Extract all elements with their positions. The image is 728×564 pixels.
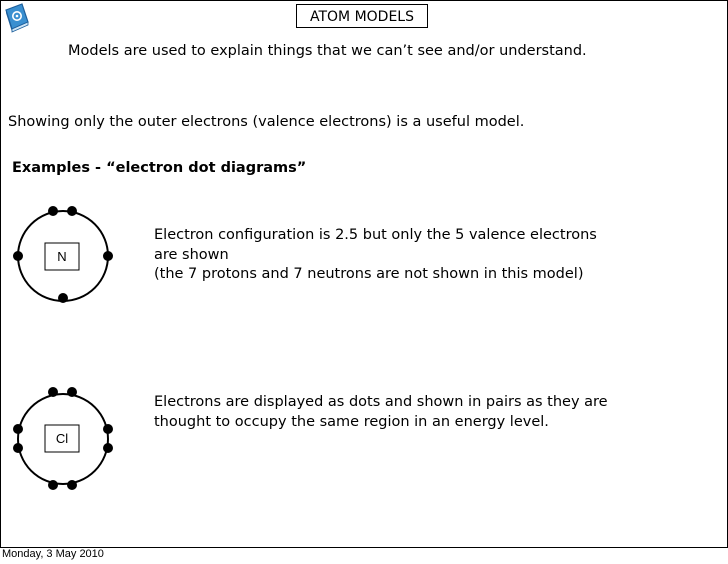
nitrogen-description: Electron configuration is 2.5 but only the 5 valence electrons are shown (the 7 protons and 7 neutrons are not shown in this model) bbox=[154, 227, 597, 282]
electron-dot bbox=[48, 206, 58, 216]
nitrogen-diagram bbox=[8, 200, 118, 310]
electron-dot bbox=[13, 251, 23, 261]
electron-dot bbox=[67, 480, 77, 490]
electron-dot bbox=[67, 206, 77, 216]
models-text: Models are used to explain things that we can’t see and/or understand. bbox=[68, 43, 587, 59]
chlorine-description: Electrons are displayed as dots and shown in pairs as they are thought to occupy the same region in an energy level. bbox=[154, 394, 608, 430]
chlorine-symbol: Cl bbox=[55, 431, 69, 446]
book-icon bbox=[2, 2, 32, 34]
chlorine-diagram bbox=[8, 384, 118, 494]
electron-dot bbox=[13, 443, 23, 453]
electron-dot bbox=[58, 293, 68, 303]
electron-dot bbox=[103, 251, 113, 261]
examples-heading: Examples - “electron dot diagrams” bbox=[12, 160, 307, 176]
valence-text: Showing only the outer electrons (valence electrons) is a useful model. bbox=[8, 114, 525, 130]
electron-dot bbox=[13, 424, 23, 434]
footer-date: Monday, 3 May 2010 bbox=[2, 548, 104, 560]
nitrogen-symbol: N bbox=[57, 249, 67, 264]
electron-dot bbox=[48, 480, 58, 490]
electron-dot bbox=[67, 387, 77, 397]
electron-dot bbox=[48, 387, 58, 397]
electron-dot bbox=[103, 424, 113, 434]
page-title: ATOM MODELS bbox=[296, 4, 428, 28]
electron-dot bbox=[103, 443, 113, 453]
